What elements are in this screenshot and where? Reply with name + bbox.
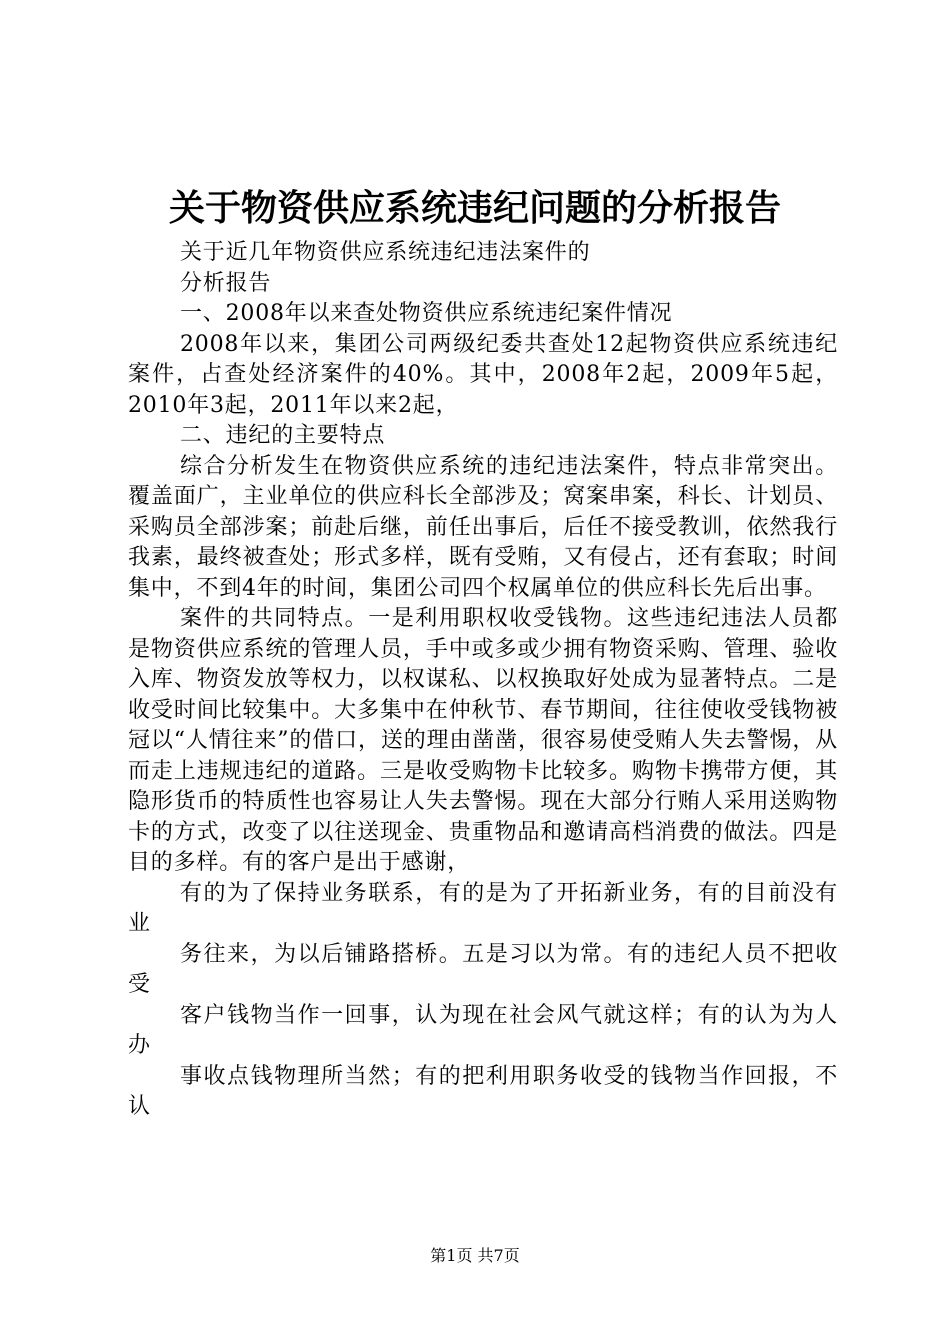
paragraph-subtitle-line-1: 关于近几年物资供应系统违纪违法案件的: [180, 240, 591, 265]
paragraph-subtitle-line-2: 分析报告: [180, 270, 272, 296]
section-heading-1: 一、2008年以来查处物资供应系统违纪案件情况: [180, 301, 673, 326]
paragraph-continuation-4: 事收点钱物理所当然；有的把利用职务收受的钱物当作回报，不认: [128, 1063, 838, 1119]
paragraph-continuation-1: 有的为了保持业务联系，有的是为了开拓新业务，有的目前没有业: [128, 880, 838, 936]
paragraph-characteristics: 综合分析发生在物资供应系统的违纪违法案件，特点非常突出。覆盖面广，主业单位的供应科长全部涉及；窝案串案，科长、计划员、采购员全部涉案；前赴后继，前任出事后，后任不接受教训，依然我行我素，最终被查处；形式多样，既有受贿，又有侵占，还有套取；时间集中，不到4年的时间，集团公司四个权属单位的供应科长先后出事。: [128, 453, 838, 601]
section-heading-2: 二、违纪的主要特点: [180, 423, 386, 448]
paragraph-continuation-3: 客户钱物当作一回事，认为现在社会风气就这样；有的认为为人办: [128, 1002, 838, 1058]
paragraph-case-summary: 2008年以来，集团公司两级纪委共查处12起物资供应系统违纪案件，占查处经济案件的40%。其中，2008年2起，2009年5起，2010年3起，2011年以来2起，: [128, 331, 838, 418]
page-number-footer: 第1页 共7页: [430, 1246, 520, 1265]
document-title: 关于物资供应系统违纪问题的分析报告: [168, 187, 781, 229]
paragraph-common-features: 案件的共同特点。一是利用职权收受钱物。这些违纪违法人员都是物资供应系统的管理人员，手中或多或少拥有物资采购、管理、验收入库、物资发放等权力，以权谋私、以权换取好处成为显著特点。二是收受时间比较集中。大多集中在仲秋节、春节期间，往往使收受钱物被冠以“人情往来”的借口，送的理由凿凿，很容易使受贿人失去警惕，从而走上违规违纪的道路。三是收受购物卡比较多。购物卡携带方便，其隐形货币的特质性也容易让人失去警惕。现在大部分行贿人采用送购物卡的方式，改变了以往送现金、贵重物品和邀请高档消费的做法。四是目的多样。有的客户是出于感谢，: [128, 606, 838, 875]
paragraph-continuation-2: 务往来，为以后铺路搭桥。五是习以为常。有的违纪人员不把收受: [128, 941, 838, 997]
document-body: [128, 238, 838, 1123]
